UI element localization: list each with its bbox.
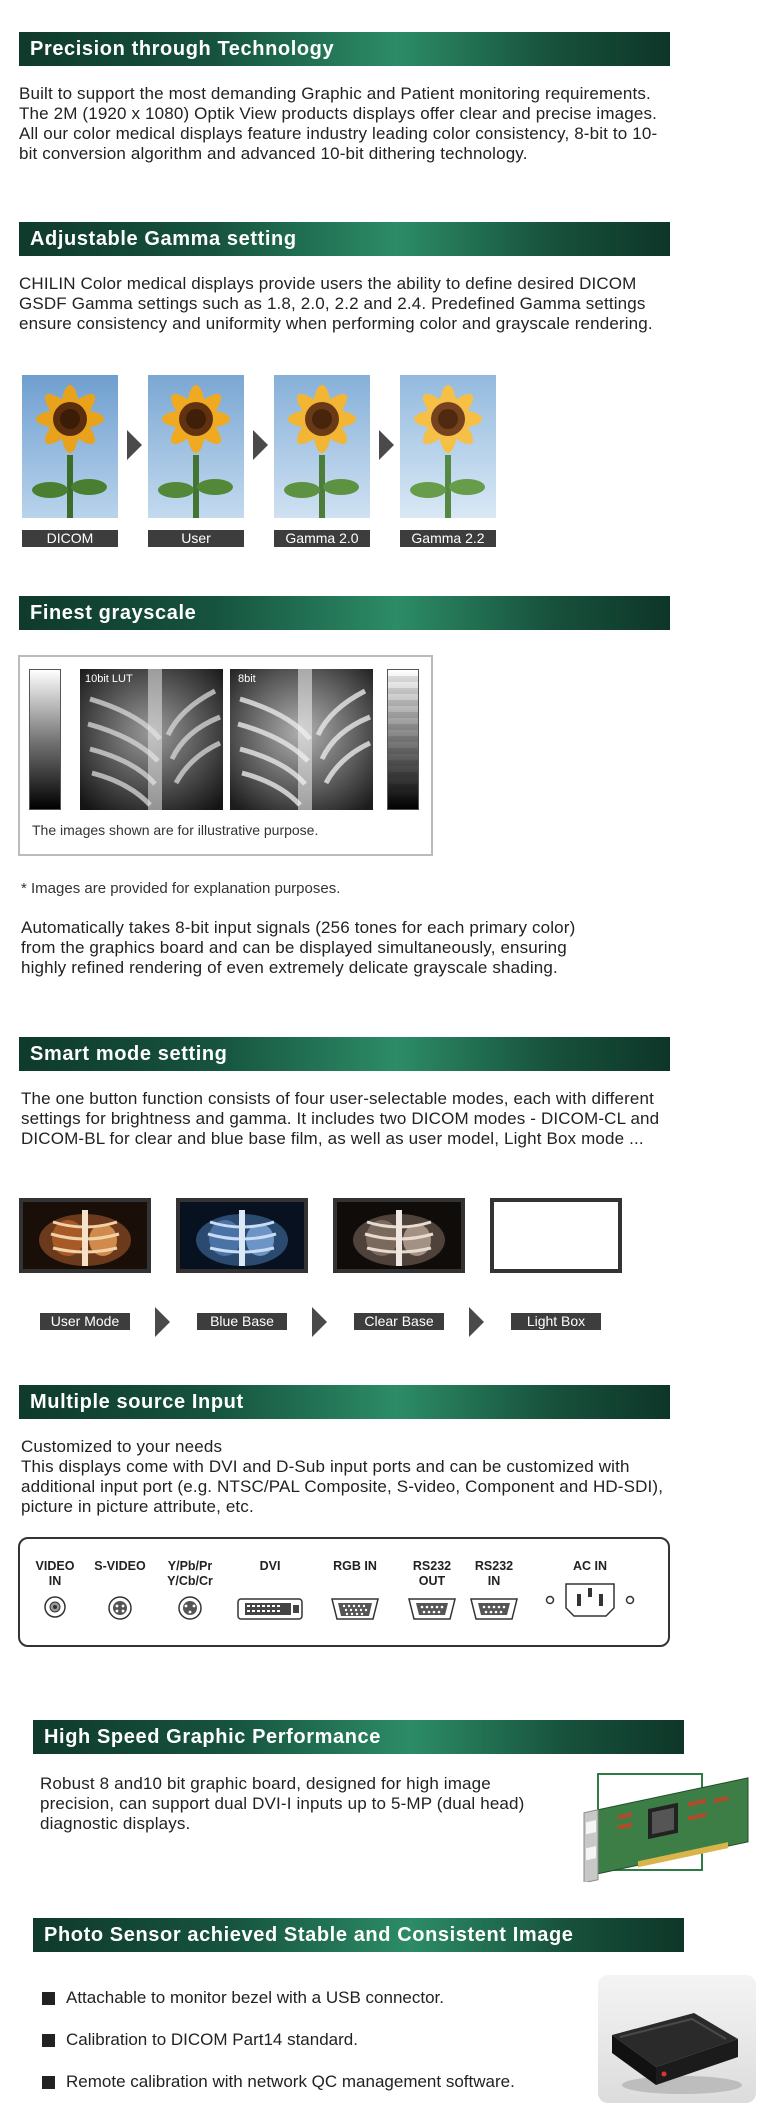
port-label: RGB IN [333,1559,377,1573]
ct-scan-graphic [180,1202,304,1269]
port-rgb-in [320,1559,390,1628]
mode-label-light-box: Light Box [511,1313,601,1330]
port-s-video [85,1559,155,1626]
arrow-right-icon [253,430,268,460]
port-label: RS232 OUT [412,1559,452,1588]
vga-connector-icon [326,1595,384,1623]
mode-label-user: User Mode [40,1313,130,1330]
grayscale-ramp-right [387,669,419,810]
xray-label-8bit: 8bit [238,673,256,685]
precision-body: Built to support the most demanding Graphic and Patient monitoring requirements. The 2M (1920 x 1080) Optik View products displays offer clear and precise images. All our color medical displays feature industry leading color consistency, 8-bit to 10-bit conversion algorithm and advanced 10-bit dithering technology. [19,84,658,163]
grayscale-ramp-left [29,669,61,810]
ct-scan-graphic [23,1202,147,1269]
section-header-gamma: Adjustable Gamma setting [19,222,670,256]
bullet-square-icon [42,1992,55,2005]
port-video-in [30,1559,80,1624]
component-connector-icon [177,1595,203,1621]
port-label: AC IN [572,1559,608,1573]
port-label: S-VIDEO [94,1559,146,1573]
gamma-label-2-0: Gamma 2.0 [274,530,370,547]
xray-image-10bit [80,669,223,810]
port-label: DVI [259,1559,281,1573]
sunflower-graphic [148,375,244,518]
sunflower-image-dicom [22,375,118,518]
bullet-text: Attachable to monitor bezel with a USB connector. [66,1988,444,2007]
s-video-connector-icon [107,1595,133,1621]
bullet-text: Remote calibration with network QC management software. [66,2072,515,2091]
rca-connector-icon [43,1595,67,1619]
xray-image-8bit [230,669,373,810]
multi-body: This displays come with DVI and D-Sub input ports and can be customized with additional input port (e.g. NTSC/PAL Composite, S-video, Component and HD-SDI), picture in picture attribute, etc. [21,1457,664,1516]
multi-body-line1: Customized to your needs [21,1437,223,1456]
gamma-body: CHILIN Color medical displays provide users the ability to define desired DICOM GSDF Gamma settings such as 1.8, 2.0, 2.2 and 2.4. Predefined Gamma settings ensure consistency and uniformity when performing color and grayscale rendering. [19,274,653,333]
high-speed-body: Robust 8 and10 bit graphic board, designed for high image precision, can support dual DVI-I inputs up to 5-MP (dual head) diagnostic displays. [40,1774,525,1833]
bullet-square-icon [42,2034,55,2047]
port-dvi [230,1559,310,1628]
input-ports-panel [18,1537,670,1647]
sunflower-image-gamma-2-2 [400,375,496,518]
mode-image-blue-base [176,1198,308,1273]
bullet-text: Calibration to DICOM Part14 standard. [66,2030,358,2049]
gamma-label-2-2: Gamma 2.2 [400,530,496,547]
photo-bullet [42,2030,358,2050]
arrow-right-icon [312,1307,327,1337]
graphics-card-image [578,1760,758,1882]
port-label: VIDEO IN [35,1559,75,1588]
mode-image-light-box [490,1198,622,1273]
sunflower-image-user [148,375,244,518]
xray-graphic [230,669,373,810]
photo-sensor-image [598,1975,756,2103]
port-label: RS232 IN [474,1559,514,1588]
sunflower-graphic [274,375,370,518]
gamma-label-dicom: DICOM [22,530,118,547]
dvi-connector-icon [237,1595,303,1623]
port-rs232-out [398,1559,466,1628]
sunflower-graphic [400,375,496,518]
gamma-label-user: User [148,530,244,547]
section-header-grayscale: Finest grayscale [19,596,670,630]
mode-image-user [19,1198,151,1273]
section-header-precision: Precision through Technology [19,32,670,66]
sunflower-graphic [22,375,118,518]
arrow-right-icon [379,430,394,460]
graphics-card-graphic [578,1760,758,1882]
port-rs232-in [460,1559,528,1628]
port-ac-in [540,1559,640,1625]
photo-bullet [42,1988,444,2008]
photo-bullet [42,2072,515,2092]
arrow-right-icon [127,430,142,460]
grayscale-comparison-frame [18,655,433,856]
sunflower-image-gamma-2-0 [274,375,370,518]
xray-graphic [80,669,223,810]
section-header-multiple-source: Multiple source Input [19,1385,670,1419]
ac-power-connector-icon [542,1580,638,1620]
mode-label-clear-base: Clear Base [354,1313,444,1330]
mode-image-clear-base [333,1198,465,1273]
port-label: Y/Pb/Pr Y/Cb/Cr [167,1559,213,1588]
ct-scan-graphic [337,1202,461,1269]
section-header-smart-mode: Smart mode setting [19,1037,670,1071]
mode-label-blue-base: Blue Base [197,1313,287,1330]
serial-connector-icon [465,1595,523,1623]
smart-mode-body: The one button function consists of four user-selectable modes, each with different settings for brightness and gamma. It includes two DICOM modes - DICOM-CL and DICOM-BL for clear and blue base film, as well as user model, Light Box mode ... [21,1089,660,1148]
port-component [155,1559,225,1626]
xray-label-10bit: 10bit LUT [85,673,133,685]
grayscale-note: * Images are provided for explanation purposes. [21,880,341,897]
photo-sensor-graphic [598,1975,756,2103]
arrow-right-icon [155,1307,170,1337]
section-header-photo-sensor: Photo Sensor achieved Stable and Consistent Image [33,1918,684,1952]
illustrative-caption: The images shown are for illustrative purpose. [32,822,319,838]
grayscale-body: Automatically takes 8-bit input signals (256 tones for each primary color) from the graphics board and can be displayed simultaneously, ensuring highly refined rendering of even extremely delicate grayscale shading. [21,918,576,977]
bullet-square-icon [42,2076,55,2089]
serial-connector-icon [403,1595,461,1623]
arrow-right-icon [469,1307,484,1337]
section-header-high-speed: High Speed Graphic Performance [33,1720,684,1754]
